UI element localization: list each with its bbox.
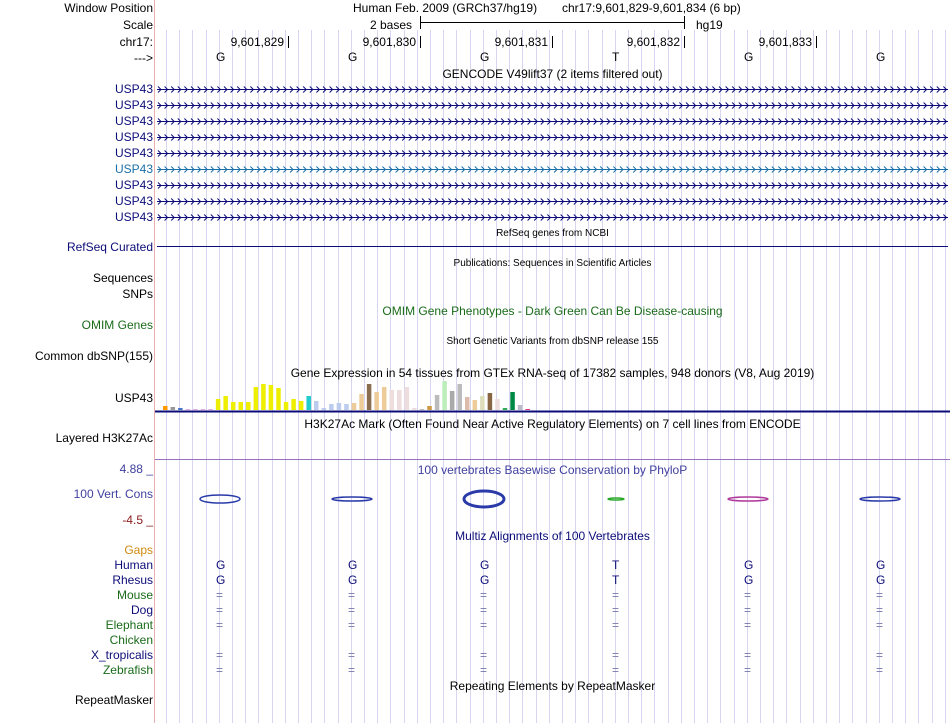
multiz-base: G (744, 558, 754, 572)
gtex-bar (450, 391, 455, 410)
gtex-bar (503, 408, 508, 410)
multiz-base: = (216, 663, 224, 677)
multiz-base: = (348, 603, 356, 617)
gencode-item-label[interactable]: USP43 (114, 82, 153, 96)
gtex-bar (261, 384, 266, 410)
gtex-bar (171, 407, 176, 410)
ruler-position-label: 9,601,832 (626, 35, 680, 49)
ruler-base: G (216, 50, 226, 64)
multiz-base: = (744, 663, 752, 677)
gtex-bar (412, 408, 417, 410)
gtex-bar (269, 385, 274, 410)
omim-label[interactable]: OMIM Genes (81, 318, 153, 332)
phylop-max: 4.88 _ (119, 462, 153, 476)
gtex-bar (178, 408, 183, 410)
gtex-bar (359, 394, 364, 410)
position-readout: chr17:9,601,829-9,601,834 (6 bp) (562, 1, 741, 15)
gtex-bar (254, 387, 259, 410)
gtex-bar (163, 406, 168, 410)
gencode-item-label[interactable]: USP43 (114, 146, 153, 160)
gtex-bar (457, 384, 462, 410)
refseq-label[interactable]: RefSeq Curated (66, 240, 153, 254)
gtex-bar (465, 397, 470, 410)
multiz-species-label[interactable]: X_tropicalis (90, 648, 153, 662)
gencode-item-label[interactable]: USP43 (114, 114, 153, 128)
gencode-item-label[interactable]: USP43 (114, 194, 153, 208)
gtex-bar (231, 402, 236, 410)
gtex-track-title[interactable]: Gene Expression in 54 tissues from GTEx RNA-seq of 17382 samples, 948 donors (V8, Aug 2019) (290, 366, 815, 380)
ruler-position-label: 9,601,831 (494, 35, 548, 49)
gtex-bar (329, 404, 334, 410)
gtex-bar (390, 390, 395, 410)
phylop-track-title[interactable]: 100 vertebrates Basewise Conservation by PhyloP (417, 463, 688, 477)
multiz-species-label[interactable]: Human (114, 558, 153, 572)
gtex-bar (284, 402, 289, 410)
multiz-base: = (612, 663, 620, 677)
gtex-bar (344, 404, 349, 410)
multiz-base: G (876, 573, 886, 587)
multiz-base: = (744, 618, 752, 632)
gtex-bar (314, 401, 319, 410)
multiz-base: = (876, 663, 884, 677)
gtex-bar (276, 388, 281, 410)
multiz-base: = (480, 603, 488, 617)
multiz-base: G (480, 558, 490, 572)
gtex-bar (382, 387, 387, 410)
multiz-species-label[interactable]: Elephant (105, 618, 153, 632)
scale-text: 2 bases (370, 18, 413, 32)
multiz-species-label[interactable]: Rhesus (112, 573, 153, 587)
ruler-position-label: 9,601,830 (362, 35, 416, 49)
multiz-base: = (216, 618, 224, 632)
h3k27ac-track-title[interactable]: H3K27Ac Mark (Often Found Near Active Regulatory Elements) on 7 cell lines from ENCODE (304, 417, 801, 431)
gencode-item-label[interactable]: USP43 (114, 178, 153, 192)
chrom-label: chr17: (119, 35, 153, 49)
gtex-bar (246, 402, 251, 410)
publications-track-title[interactable]: Publications: Sequences in Scientific Articles (453, 258, 652, 269)
multiz-species-label[interactable]: Zebrafish (102, 663, 153, 677)
gtex-bar (420, 409, 425, 410)
gtex-bar (193, 409, 198, 410)
gtex-bar (405, 387, 410, 410)
ruler-base: G (744, 50, 754, 64)
gtex-bar (322, 408, 327, 410)
multiz-base: = (216, 603, 224, 617)
multiz-base: = (612, 618, 620, 632)
gtex-bar (397, 390, 402, 410)
sequences-label[interactable]: Sequences (92, 271, 153, 285)
snps-label[interactable]: SNPs (122, 287, 153, 301)
omim-track-title[interactable]: OMIM Gene Phenotypes - Dark Green Can Be Disease-causing (382, 304, 723, 318)
gtex-bar (337, 403, 342, 410)
gtex-bar (367, 384, 372, 410)
assembly-name: Human Feb. 2009 (GRCh37/hg19) (353, 1, 538, 15)
gencode-item-label[interactable]: USP43 (114, 98, 153, 112)
gtex-bar (201, 409, 206, 410)
scale-label: Scale (122, 18, 153, 32)
gtex-bar (239, 402, 244, 410)
multiz-base: = (480, 648, 488, 662)
repeatmasker-label[interactable]: RepeatMasker (74, 693, 153, 707)
multiz-base: = (612, 603, 620, 617)
multiz-base: = (876, 588, 884, 602)
repeatmasker-track-title[interactable]: Repeating Elements by RepeatMasker (449, 679, 656, 693)
gtex-bar (208, 409, 213, 410)
multiz-base: G (348, 573, 358, 587)
multiz-base: = (348, 588, 356, 602)
multiz-base: = (348, 663, 356, 677)
gtex-bar (427, 406, 432, 410)
ruler-base: G (348, 50, 358, 64)
gtex-bar (480, 396, 485, 410)
multiz-base: = (480, 588, 488, 602)
ruler-position-label: 9,601,829 (230, 35, 284, 49)
multiz-base: = (744, 588, 752, 602)
db-name: hg19 (696, 18, 723, 32)
dbsnp-track-title[interactable]: Short Genetic Variants from dbSNP release 155 (446, 336, 659, 347)
gtex-bar (291, 399, 296, 410)
strand-label: ---> (134, 51, 153, 65)
multiz-base: = (216, 588, 224, 602)
multiz-base: = (876, 648, 884, 662)
gtex-bar (510, 392, 515, 410)
multiz-base: G (348, 558, 358, 572)
gtex-bar (525, 409, 530, 410)
multiz-base: = (480, 618, 488, 632)
gtex-bar (495, 399, 500, 410)
gtex-bar (216, 399, 221, 410)
multiz-base: G (744, 573, 754, 587)
multiz-species-label[interactable]: Dog (130, 603, 153, 617)
multiz-base: = (348, 618, 356, 632)
multiz-base: = (612, 588, 620, 602)
multiz-base: = (876, 618, 884, 632)
ruler-base: T (612, 50, 620, 64)
gtex-bar (374, 392, 379, 410)
multiz-species-label[interactable]: Chicken (109, 633, 153, 647)
refseq-track-title[interactable]: RefSeq genes from NCBI (496, 228, 609, 239)
ruler-base: G (876, 50, 886, 64)
multiz-base: T (612, 558, 620, 572)
gtex-bar (473, 400, 478, 410)
multiz-base: = (216, 648, 224, 662)
gtex-label[interactable]: USP43 (114, 391, 153, 405)
ruler-position-label: 9,601,833 (758, 35, 812, 49)
gaps-label[interactable]: Gaps (124, 543, 153, 557)
gtex-bar (442, 381, 447, 410)
multiz-base: = (876, 603, 884, 617)
gencode-track-title[interactable]: GENCODE V49lift37 (2 items filtered out) (442, 67, 663, 81)
window-position-label: Window Position (64, 1, 153, 15)
dbsnp-label[interactable]: Common dbSNP(155) (34, 349, 153, 363)
gtex-bar (223, 396, 228, 410)
multiz-species-label[interactable]: Mouse (116, 588, 153, 602)
gtex-bar (488, 393, 493, 410)
gtex-bar (352, 403, 357, 410)
multiz-base: T (612, 573, 620, 587)
gtex-bar (186, 409, 191, 410)
phylop-label[interactable]: 100 Vert. Cons (73, 487, 153, 501)
multiz-base: G (876, 558, 886, 572)
multiz-base: = (480, 663, 488, 677)
gtex-bar (306, 396, 311, 410)
multiz-base: = (348, 648, 356, 662)
gencode-item-label[interactable]: USP43 (114, 162, 153, 176)
multiz-base: = (612, 648, 620, 662)
multiz-track-title[interactable]: Multiz Alignments of 100 Vertebrates (455, 529, 650, 543)
ruler-base: G (480, 50, 490, 64)
gtex-bar (518, 405, 523, 410)
multiz-base: G (480, 573, 490, 587)
phylop-min: -4.5 _ (122, 513, 153, 527)
gtex-bar (435, 395, 440, 410)
multiz-base: = (744, 648, 752, 662)
h3k27ac-label[interactable]: Layered H3K27Ac (55, 431, 153, 445)
gencode-item-label[interactable]: USP43 (114, 210, 153, 224)
gencode-item-label[interactable]: USP43 (114, 130, 153, 144)
multiz-base: G (216, 573, 226, 587)
multiz-base: G (216, 558, 226, 572)
multiz-base: = (744, 603, 752, 617)
gtex-bar (299, 401, 304, 410)
